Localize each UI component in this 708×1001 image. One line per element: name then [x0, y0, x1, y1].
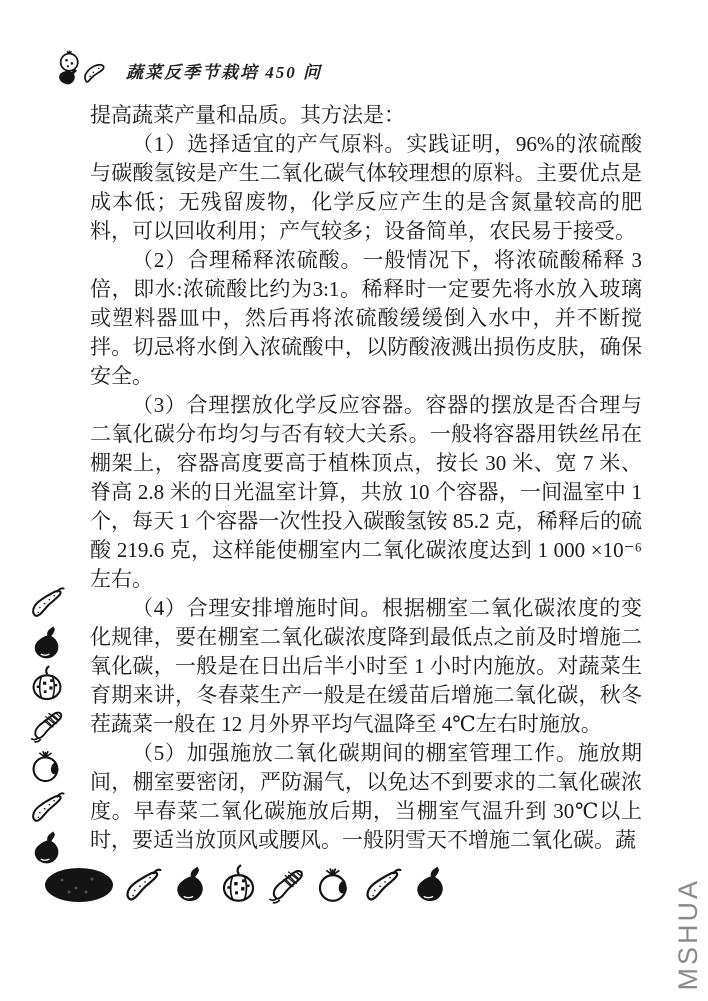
watermark: MSHUA [673, 878, 703, 991]
cucumber-icon [121, 864, 164, 905]
pumpkin-icon [28, 665, 66, 703]
paragraph-5: （5）加强施放二氧化碳期间的棚室管理工作。施放期间，棚室要密闭，严防漏气，以免达不到要求的二氧化碳浓度。早春菜二氧化碳施放后期，当棚室气温升到 30℃以上时，要适当放顶风或腰风。一般阴雪天不增施二氧化碳。蔬 [90, 741, 642, 852]
cucumber-icon [361, 864, 404, 905]
cabbage-icon [265, 864, 308, 905]
bottom-vegetable-row [42, 862, 452, 906]
vegetables-cartoon-logo-icon [56, 50, 112, 90]
page-title: 蔬菜反季节栽培 450 问 [126, 62, 322, 82]
eggplant-icon [28, 624, 66, 662]
cucumber-icon [28, 788, 66, 826]
eggplant-icon [169, 864, 212, 905]
page-header [56, 50, 322, 90]
eggplant-icon [409, 864, 452, 905]
body-text [90, 101, 642, 855]
pumpkin-icon [217, 864, 260, 905]
watermelon-icon [42, 862, 116, 906]
paragraph-3: （3）合理摆放化学反应容器。容器的摆放是否合理与二氧化碳分布均匀与否有较大关系。一般将容器用铁丝吊在棚架上，容器高度要高于植株顶点，按长 30 米、宽 7 米、脊高 2.8 米的日光温室计算，共放 10 个容器，一间温室中 1 个，每天 1 个容器一次性投入碳酸氢铵 85.2 克，稀释后的硫酸 219.6 克，这样能使棚室内二氧化碳浓度达到 1 000 ×10⁻⁶左右。 [90, 393, 642, 591]
paragraph-1: （1）选择适宜的产气原料。实践证明，96%的浓硫酸与碳酸氢铵是产生二氧化碳气体较理想的原料。主要优点是成本低；无残留废物，化学反应产生的是含氮量较高的肥料，可以回收利用；产气较多；设备简单，农民易于接受。 [90, 132, 642, 243]
left-margin-vegetable-strip [24, 583, 70, 867]
tomato-icon [313, 864, 356, 905]
paragraph-2: （2）合理稀释浓硫酸。一般情况下，将浓硫酸稀释 3 倍，即水:浓硫酸比约为3:1。稀释时一定要先将水放入玻璃或塑料器皿中，然后再将浓硫酸缓缓倒入水中，并不断搅拌。切忌将水倒入浓硫酸中，以防酸液溅出损伤皮肤，确保安全。 [90, 248, 642, 388]
tomato-icon [28, 747, 66, 785]
intro-paragraph: 提高蔬菜产量和品质。其方法是： [90, 103, 405, 127]
cucumber-icon [28, 583, 66, 621]
cabbage-icon [28, 706, 66, 744]
paragraph-4: （4）合理安排增施时间。根据棚室二氧化碳浓度的变化规律，要在棚室二氧化碳浓度降到最低点之前及时增施二氧化碳，一般是在日出后半小时至 1 小时内施放。对蔬菜生育期来讲，冬春菜生产一般是在缓苗后增施二氧化碳，秋冬茬蔬菜一般在 12 月外界平均气温降至 4℃左右时施放。 [90, 596, 642, 736]
